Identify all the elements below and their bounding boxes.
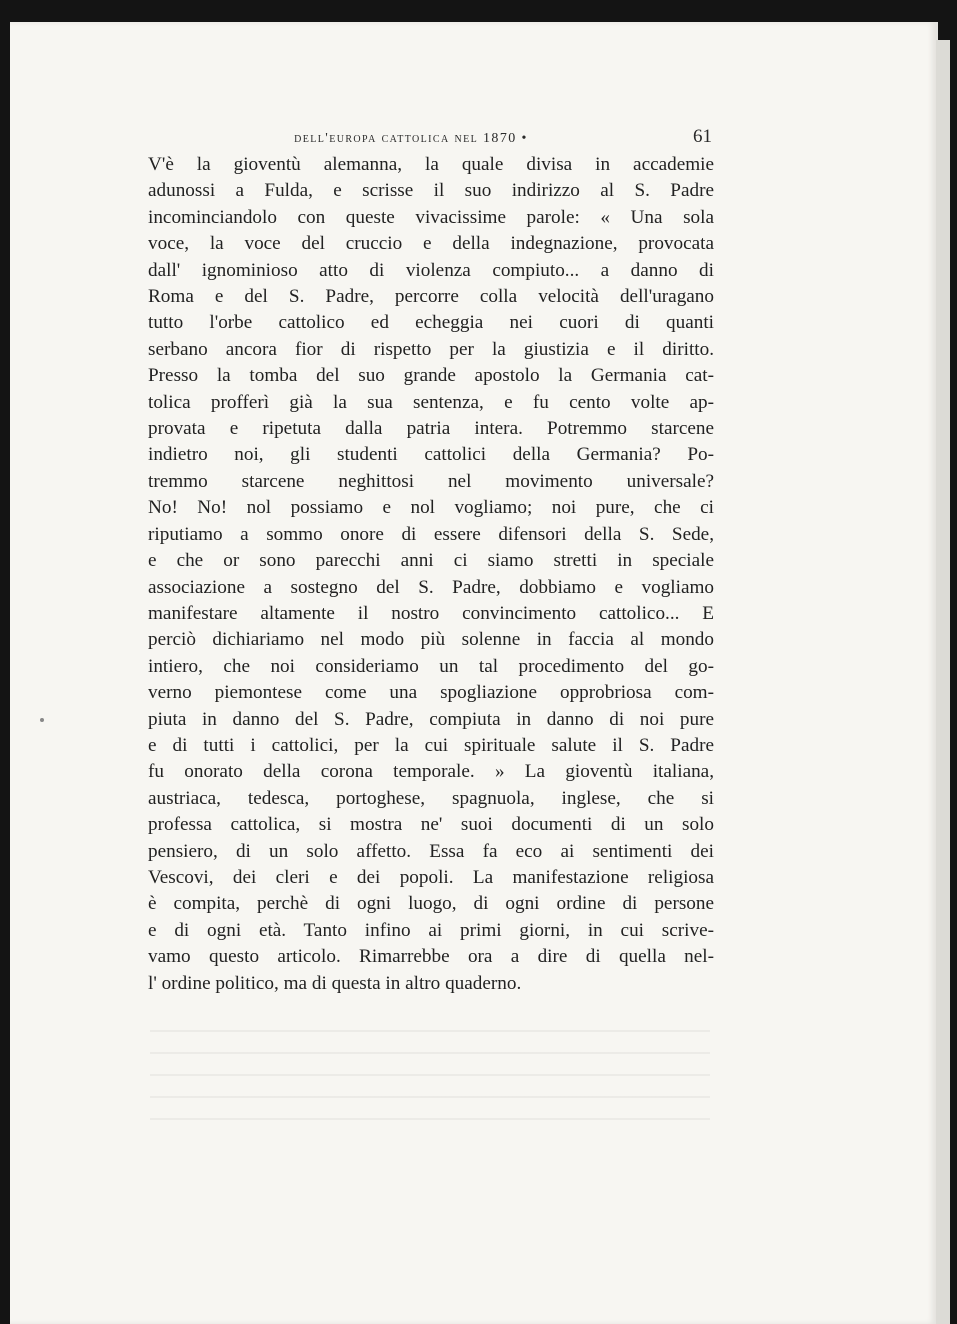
text-line: provata e ripetuta dalla patria intera. Potremmo starcene	[148, 418, 714, 440]
text-line: riputiamo a sommo onore di essere difensori della S. Sede,	[148, 523, 714, 545]
margin-mark	[40, 718, 44, 722]
text-line: adunossi a Fulda, e scrisse il suo indirizzo al S. Padre	[148, 180, 714, 202]
text-line: tolica profferì già la sua sentenza, e fu cento volte ap-	[148, 391, 714, 413]
text-line: incominciandolo con queste vivacissime parole: « Una sola	[148, 206, 714, 228]
text-line: associazione a sostegno del S. Padre, dobbiamo e vogliamo	[148, 576, 714, 598]
text-line: l' ordine politico, ma di questa in altro quaderno.	[148, 972, 522, 994]
text-line: verno piemontese come una spogliazione opprobriosa com-	[148, 682, 714, 704]
text-line: pensiero, di un solo affetto. Essa fa eco ai sentimenti dei	[148, 840, 714, 862]
text-line: No! No! nol possiamo e nol vogliamo; noi pure, che ci	[148, 497, 714, 519]
text-line: tutto l'orbe cattolico ed echeggia nei cuori di quanti	[148, 312, 714, 334]
text-line: fu onorato della corona temporale. » La gioventù italiana,	[148, 761, 714, 783]
text-line: manifestare altamente il nostro convincimento cattolico... E	[148, 602, 714, 624]
text-line: V'è la gioventù alemanna, la quale divisa in accademie	[148, 154, 714, 175]
text-line: è compita, perchè di ogni luogo, di ogni ordine di persone	[148, 893, 714, 915]
text-line: voce, la voce del cruccio e della indegnazione, provocata	[148, 233, 714, 255]
text-line: Roma e del S. Padre, percorre colla velocità dell'uragano	[148, 286, 714, 308]
text-line: professa cattolica, si mostra ne' suoi documenti di un solo	[148, 814, 714, 836]
page-edge	[936, 40, 950, 1324]
running-head	[150, 126, 712, 148]
text-line: perciò dichiariamo nel modo più solenne in faccia al mondo	[148, 629, 714, 651]
text-line: serbano ancora fior di rispetto per la giustizia e il diritto.	[148, 338, 714, 360]
text-line: intiero, che noi consideriamo un tal procedimento del go-	[148, 655, 714, 677]
text-line: tremmo starcene neghittosi nel movimento universale?	[148, 470, 714, 492]
text-line: indietro noi, gli studenti cattolici della Germania? Po-	[148, 444, 714, 466]
text-line: e di tutti i cattolici, per la cui spirituale salute il S. Padre	[148, 734, 714, 756]
running-head-title: dell'europa cattolica nel 1870 •	[294, 131, 528, 146]
bleed-through-text	[150, 1030, 710, 1120]
text-line: piuta in danno del S. Padre, compiuta in danno di noi pure	[148, 708, 714, 730]
text-line: austriaca, tedesca, portoghese, spagnuola, inglese, che si	[148, 787, 714, 809]
page-number: 61	[693, 126, 712, 147]
text-line: Vescovi, dei cleri e dei popoli. La manifestazione religiosa	[148, 866, 714, 888]
text-line: e di ogni età. Tanto infino ai primi giorni, in cui scrive-	[148, 919, 714, 941]
text-line: Presso la tomba del suo grande apostolo la Germania cat-	[148, 365, 714, 387]
text-line: vamo questo articolo. Rimarrebbe ora a dire di quella nel-	[148, 946, 714, 968]
text-line: dall' ignominioso atto di violenza compiuto... a danno di	[148, 259, 714, 281]
text-line: e che or sono parecchi anni ci siamo stretti in speciale	[148, 550, 714, 572]
body-text	[148, 152, 714, 997]
